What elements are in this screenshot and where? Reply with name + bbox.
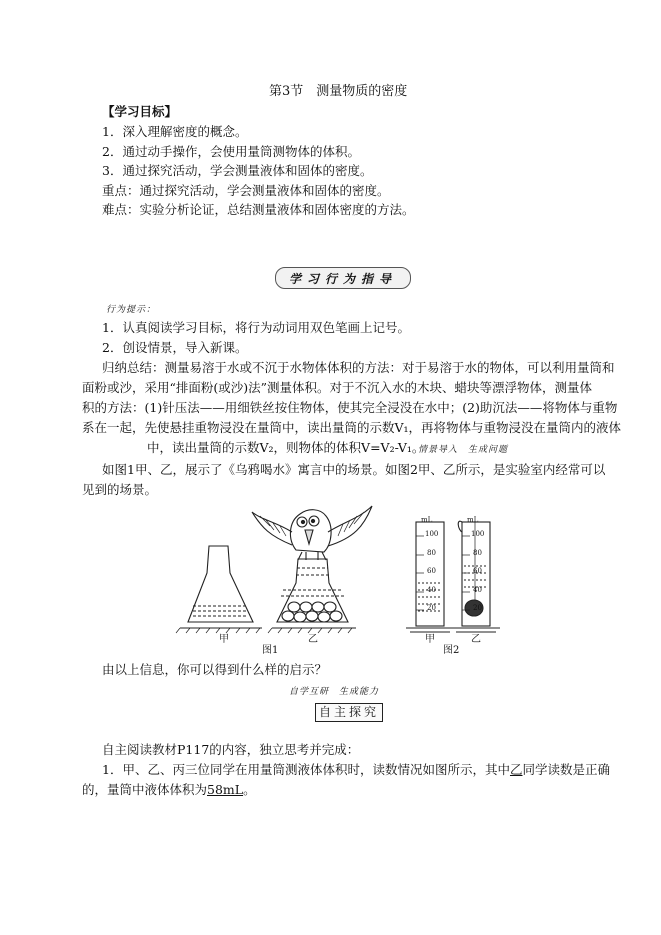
figure2-tick-b-80: 80 bbox=[473, 549, 482, 557]
exercise-line1-post: 同学读数是正确 bbox=[522, 762, 610, 777]
goals-heading: 【学习目标】 bbox=[102, 104, 178, 119]
question: 由以上信息，你可以得到什么样的启示？ bbox=[102, 662, 328, 677]
goal-item-3: 3．通过探究活动，学会测量液体和固体的密度。 bbox=[102, 163, 373, 178]
summary-line-4: 系在一起，先使悬挂重物浸没在量筒中，读出量筒的示数V₁，再将物体与重物浸没在量筒内的液体 bbox=[82, 420, 622, 435]
figure2-unit-b: mL bbox=[467, 516, 479, 524]
hint-item-1: 1．认真阅读学习目标，将行为动词用双色笔画上记号。 bbox=[102, 320, 410, 335]
summary-line-1: 归纳总结：测量易溶于水或不沉于水物体体积的方法：对于易溶于水的物体，可以利用量筒和 bbox=[102, 360, 615, 375]
hint-label: 行为提示： bbox=[106, 305, 157, 315]
summary-line-3: 积的方法：(1)针压法——用细铁丝按住物体，使其完全浸没在水中；(2)助沉法——将物体与重物 bbox=[82, 400, 618, 415]
exercise-line1-pre: 1．甲、乙、丙三位同学在用量筒测液体体积时，读数情况如图所示，其中 bbox=[102, 762, 510, 777]
goal-item-1: 1．深入理解密度的概念。 bbox=[102, 124, 248, 139]
figure2-tick-a-20: 20 bbox=[427, 604, 436, 612]
hint-item-2: 2．创设情景，导入新课。 bbox=[102, 340, 248, 355]
figure2-tick-a-80: 80 bbox=[427, 549, 436, 557]
difficulty: 难点：实验分析论证，总结测量液体和固体密度的方法。 bbox=[102, 202, 415, 217]
figure2-caption: 图2 bbox=[443, 645, 460, 656]
figure2-tick-a-60: 60 bbox=[427, 567, 436, 575]
figure1-label-b: 乙 bbox=[308, 634, 318, 645]
self-study-line: 自主阅读教材P117的内容，独立思考并完成： bbox=[102, 742, 360, 757]
key-point: 重点：通过探究活动，学会测量液体和固体的密度。 bbox=[102, 183, 390, 198]
figure2-tick-a-100: 100 bbox=[425, 530, 439, 538]
figure1-label-a: 甲 bbox=[219, 634, 229, 645]
section-banner: 学习行为指导 bbox=[275, 267, 411, 289]
intro-line-2: 见到的场景。 bbox=[82, 482, 158, 497]
figure2-label-b: 乙 bbox=[471, 634, 481, 645]
summary-line-5: 中，读出量筒的示数V₂，则物体的体积V=V₂-V₁。 bbox=[147, 440, 425, 455]
section-tag: 自学互研 生成能力 bbox=[289, 687, 380, 697]
exercise-answer-2: 58mL bbox=[207, 782, 244, 797]
exercise-line2-post: 。 bbox=[243, 782, 256, 797]
exercise-line-1 bbox=[102, 762, 610, 778]
crow-drawing bbox=[252, 506, 372, 560]
exercise-line-2 bbox=[82, 782, 256, 798]
goal-item-2: 2．通过动手操作，会使用量筒测物体的体积。 bbox=[102, 144, 360, 159]
figure1-flask-a bbox=[176, 546, 262, 633]
exercise-line2-pre: 的，量筒中液体体积为 bbox=[82, 782, 208, 797]
figure2-tick-b-100: 100 bbox=[471, 530, 485, 538]
exercise-answer-1: 乙 bbox=[509, 762, 523, 777]
scene-tag: 情景导入 生成问题 bbox=[418, 445, 509, 455]
self-study-box: 自主探究 bbox=[315, 703, 383, 722]
intro-line-1: 如图1甲、乙，展示了《乌鸦喝水》寓言中的场景。如图2甲、乙所示，是实验室内经常可以 bbox=[102, 462, 606, 477]
figure2-tick-b-40: 40 bbox=[473, 586, 482, 594]
figure2-tick-b-20: 20 bbox=[473, 604, 482, 612]
figure2-label-a: 甲 bbox=[425, 634, 435, 645]
figure1-flask-b bbox=[268, 559, 356, 633]
page-title: 第3节 测量物质的密度 bbox=[269, 84, 408, 99]
figure2-tick-b-60: 60 bbox=[473, 567, 482, 575]
figure1-caption: 图1 bbox=[262, 645, 279, 656]
figure2-tick-a-40: 40 bbox=[427, 586, 436, 594]
summary-line-2: 面粉或沙，采用“排面粉(或沙)法”测量体积。对于不沉入水的木块、蜡块等漂浮物体，测量体 bbox=[82, 380, 593, 395]
figure2-unit-a: mL bbox=[421, 516, 433, 524]
